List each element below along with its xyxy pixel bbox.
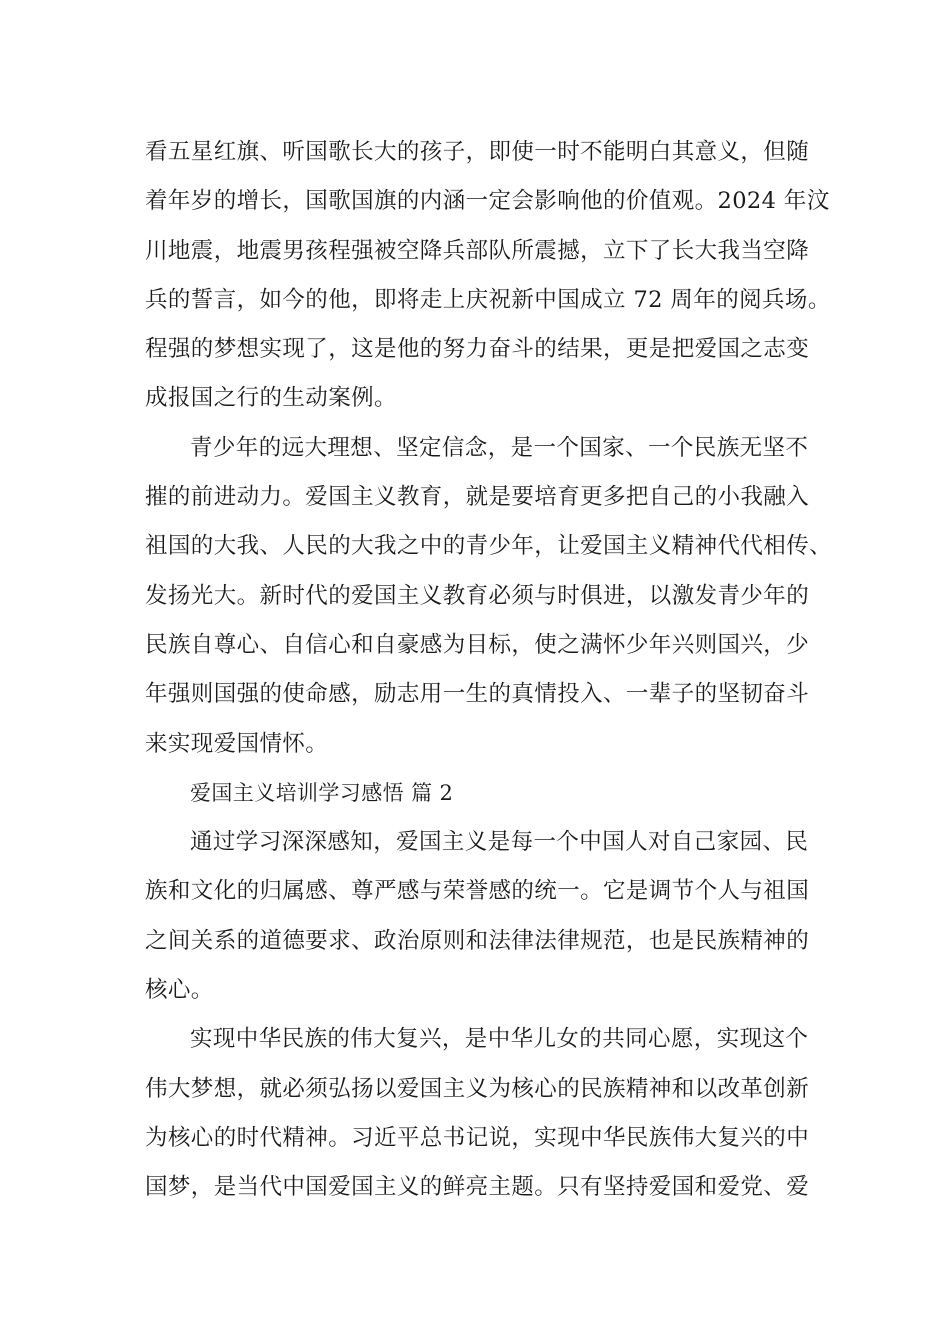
paragraph-1 <box>145 128 845 424</box>
paragraph-4 <box>145 1015 845 1212</box>
text-line: 核心。 <box>145 977 214 1004</box>
text-line: 祖国的大我、人民的大我之中的青少年，让爱国主义精神代代相传、 <box>145 533 833 560</box>
text-line: 青少年的远大理想、坚定信念，是一个国家、一个民族无坚不 <box>190 434 809 461</box>
text-line: 之间关系的道德要求、政治原则和法律法律规范，也是民族精神的 <box>145 927 810 954</box>
text-line: 实现中华民族的伟大复兴，是中华儿女的共同心愿，实现这个 <box>190 1026 809 1053</box>
text-line: 来实现爱国情怀。 <box>145 730 329 757</box>
text-line: 发扬光大。新时代的爱国主义教育必须与时俱进，以激发青少年的 <box>145 582 810 609</box>
text-line: 为核心的时代精神。习近平总书记说，实现中华民族伟大复兴的中 <box>145 1124 810 1151</box>
text-line: 年强则国强的使命感，励志用一生的真情投入、一辈子的坚韧奋斗 <box>145 681 810 708</box>
text-line: 兵的誓言，如今的他，即将走上庆祝新中国成立 72 周年的阅兵场。 <box>145 286 831 313</box>
paragraph-3 <box>145 818 845 1015</box>
text-line: 族和文化的归属感、尊严感与荣誉感的统一。它是调节个人与祖国 <box>145 878 810 905</box>
text-line: 民族自尊心、自信心和自豪感为目标，使之满怀少年兴则国兴，少 <box>145 631 810 658</box>
text-line: 国梦，是当代中国爱国主义的鲜亮主题。只有坚持爱国和爱党、爱 <box>145 1174 810 1201</box>
text-line: 通过学习深深感知，爱国主义是每一个中国人对自己家园、民 <box>190 829 809 856</box>
document-body <box>145 128 845 1213</box>
text-line: 看五星红旗、听国歌长大的孩子，即使一时不能明白其意义，但随 <box>145 139 810 165</box>
paragraph-2 <box>145 424 845 769</box>
text-line: 摧的前进动力。爱国主义教育，就是要培育更多把自己的小我融入 <box>145 484 810 511</box>
text-line: 川地震，地震男孩程强被空降兵部队所震撼，立下了长大我当空降 <box>145 237 810 264</box>
text-line: 伟大梦想，就必须弘扬以爱国主义为核心的民族精神和以改革创新 <box>145 1075 810 1102</box>
text-line: 程强的梦想实现了，这是他的努力奋斗的结果，更是把爱国之志变 <box>145 336 810 363</box>
section-heading <box>145 769 845 818</box>
section-heading-text: 爱国主义培训学习感悟 篇 2 <box>190 780 454 805</box>
text-line: 着年岁的增长，国歌国旗的内涵一定会影响他的价值观。2024 年汶 <box>145 188 830 215</box>
text-line: 成报国之行的生动案例。 <box>145 385 397 412</box>
